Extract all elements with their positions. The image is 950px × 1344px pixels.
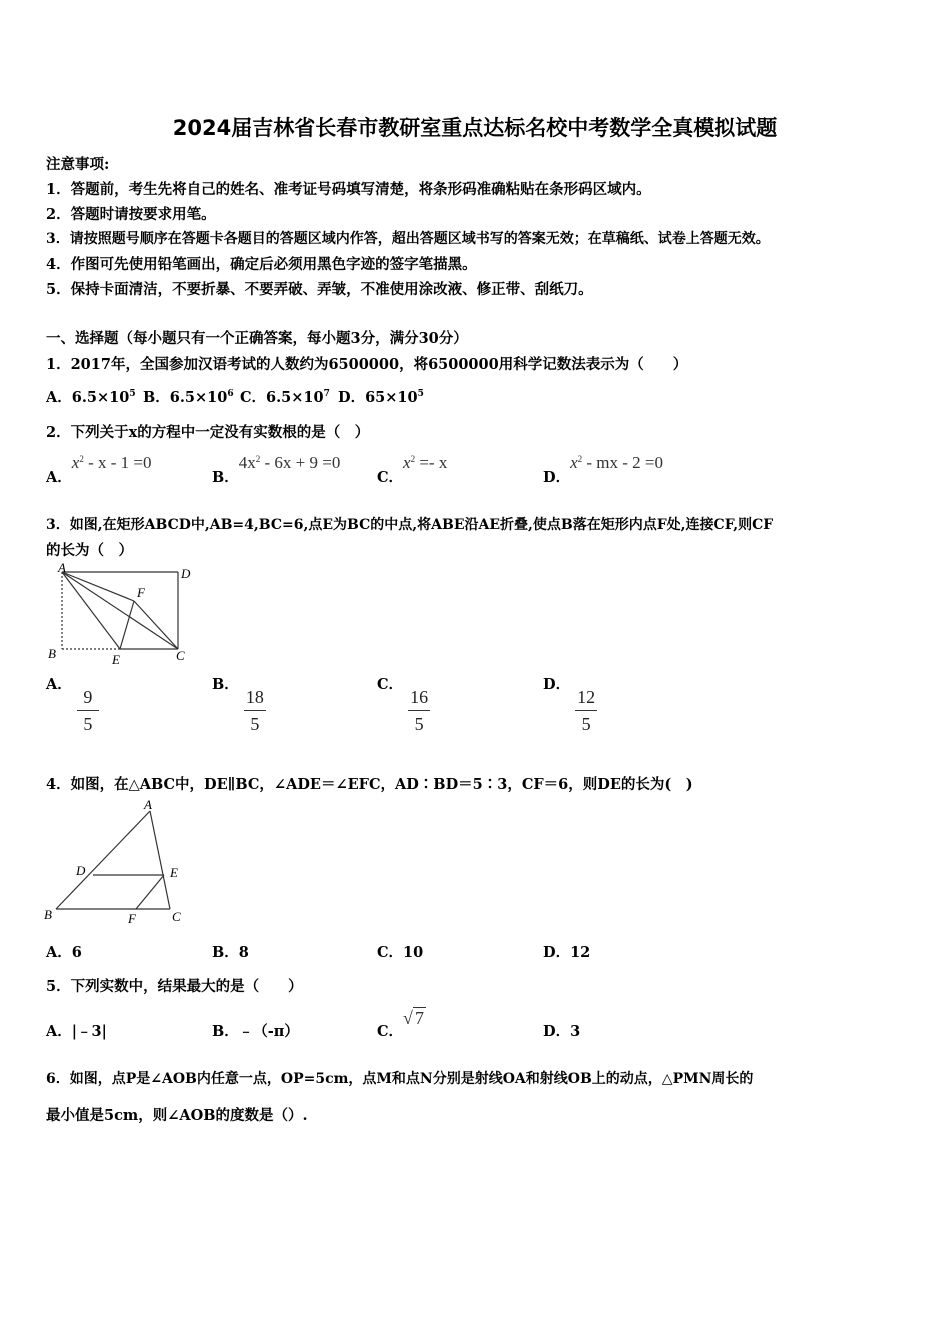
vertex-label: B: [44, 907, 52, 922]
edge-ba: [56, 811, 150, 909]
vertex-label: A: [58, 560, 66, 575]
q4-option-c[interactable]: C．10: [377, 944, 424, 961]
notice-item: 2．答题时请按要求用笔。: [46, 206, 216, 223]
edge-ef: [136, 875, 164, 909]
notice-item: 1．答题前，考生先将自己的姓名、准考证号码填写清楚，将条形码准确粘贴在条形码区域内。: [46, 181, 651, 198]
vertex-label: B: [48, 646, 56, 661]
question-5-stem: 5．下列实数中，结果最大的是（ ）: [46, 978, 303, 995]
q3-option-d[interactable]: D． $\frac{12}{5}$: [543, 676, 596, 734]
section-heading: 一、选择题（每小题只有一个正确答案，每小题3分，满分30分）: [46, 330, 468, 347]
vertex-label: E: [170, 865, 178, 880]
q2-option-c[interactable]: C．$x^2 =- x$: [377, 453, 448, 486]
q4-option-d[interactable]: D．12: [543, 944, 591, 961]
q4-option-b[interactable]: B．8: [212, 944, 249, 961]
q1-option-c[interactable]: C．$6.5\times 10^7$: [240, 389, 330, 406]
question-3-stem-cont: 的长为（ ）: [46, 542, 133, 559]
vertex-label: C: [176, 648, 185, 663]
vertex-label: F: [137, 585, 145, 600]
q5-option-a[interactable]: A．|﹣3|: [46, 1023, 107, 1040]
q4-option-a[interactable]: A．6: [46, 944, 82, 961]
q3-option-b[interactable]: B． $\frac{18}{5}$: [212, 676, 264, 734]
q3-option-a[interactable]: A． $\frac{9}{5}$: [46, 687, 99, 734]
question-1-stem: 1．2017年，全国参加汉语考试的人数约为6500000，将6500000用科学记数法表示为（ ）: [46, 356, 688, 373]
edge-fc: [134, 601, 178, 649]
question-6-stem-cont: 最小值是5cm，则∠AOB的度数是（）.: [46, 1107, 308, 1124]
vertex-label: D: [181, 566, 191, 581]
notice-item: 5．保持卡面清洁，不要折暴、不要弄破、弄皱，不准使用涂改液、修正带、刮纸刀。: [46, 281, 593, 298]
notice-item: 4．作图可先使用铅笔画出，确定后必须用黑色字迹的签字笔描黑。: [46, 256, 477, 273]
vertex-label: D: [76, 863, 86, 878]
q3-option-c[interactable]: C． $\frac{16}{5}$: [377, 676, 429, 734]
question-4-stem: 4．如图，在△ABC中，DE∥BC，∠ADE＝∠EFC，AD∶BD＝5∶3，CF＝6，则DE的长为( ): [46, 776, 693, 793]
q2-option-a[interactable]: A．$x^2 - x - 1 =0$: [46, 453, 152, 486]
q5-option-b[interactable]: B．﹣（-π）: [212, 1023, 299, 1040]
question-2-stem: 2．下列关于x的方程中一定没有实数根的是（ ）: [46, 424, 370, 441]
q1-option-b[interactable]: B．$6.5\times 10^6$: [143, 389, 234, 406]
edge-ac: [62, 572, 178, 649]
vertex-label: F: [128, 911, 136, 926]
q5-option-c[interactable]: C．√ 7: [377, 1008, 424, 1040]
vertex-label: E: [112, 652, 120, 667]
q2-option-b[interactable]: B．$4x^2 - 6x + 9 =0$: [212, 453, 341, 486]
edge-fe: [120, 601, 134, 649]
page-title: 2024届吉林省长春市教研室重点达标名校中考数学全真模拟试题: [172, 116, 778, 140]
triangle-figure: [40, 797, 200, 927]
q5-option-d[interactable]: D．3: [543, 1023, 581, 1040]
notice-item: 3．请按照题号顺序在答题卡各题目的答题区域内作答，超出答题区域书写的答案无效；在草稿纸、试卷上答题无效。: [46, 231, 770, 247]
notice-heading: 注意事项:: [46, 156, 110, 173]
rectangle-fold-figure: [40, 560, 200, 670]
question-3-stem: 3．如图,在矩形ABCD中,AB=4,BC=6,点E为BC的中点,将ABE沿AE折叠,使点B落在矩形内点F处,连接CF,则CF: [46, 517, 774, 533]
vertex-label: C: [172, 909, 181, 924]
vertex-label: A: [144, 797, 152, 812]
q2-option-d[interactable]: D．$x^2$ - mx - 2 =0: [543, 453, 664, 486]
edge-ac: [150, 811, 170, 909]
q1-option-d[interactable]: D．$65\times 10^5$: [338, 389, 424, 406]
q1-option-a[interactable]: A．$6.5\times 10^5$: [46, 389, 136, 406]
question-6-stem: 6．如图，点P是∠AOB内任意一点，OP=5cm，点M和点N分别是射线OA和射线OB上的动点，△PMN周长的: [46, 1071, 754, 1087]
